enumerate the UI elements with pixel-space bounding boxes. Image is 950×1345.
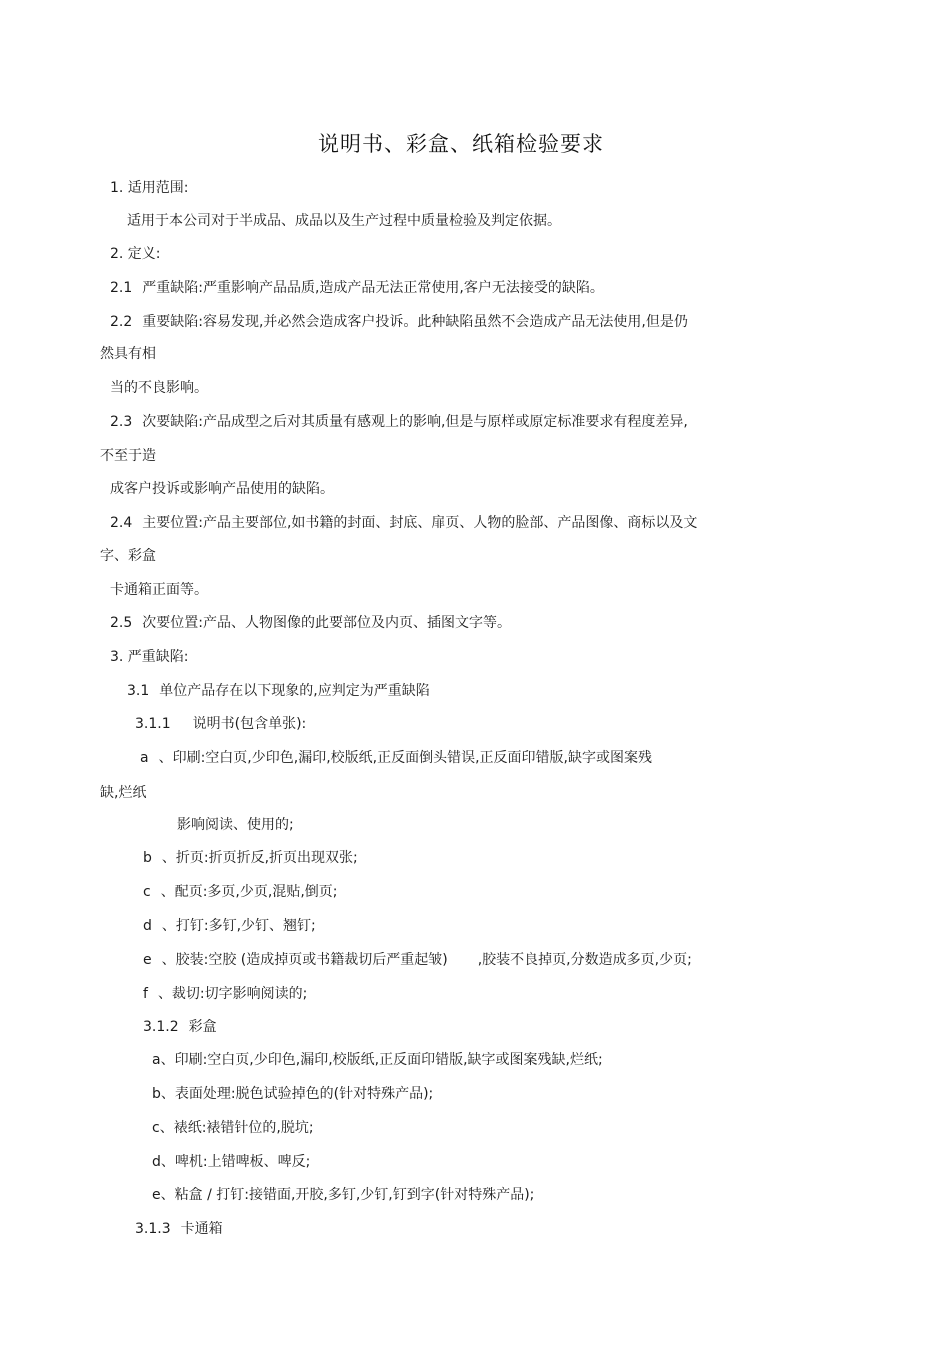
item-text: 、配页:多页,少页,混贴,倒页; bbox=[160, 884, 338, 900]
item-text-continued: ,胶装不良掉页,分数造成多页,少页; bbox=[477, 952, 692, 968]
section-2-3-continued: 不至于造 bbox=[100, 448, 156, 464]
section-2-4-continued: 字、彩盒 bbox=[100, 548, 156, 564]
section-number: 3.1.2 bbox=[143, 1019, 179, 1035]
section-number: 2.2 bbox=[110, 314, 133, 330]
box-item-c: c、裱纸:裱错针位的,脱坑; bbox=[152, 1120, 314, 1136]
section-number: 2.5 bbox=[110, 615, 133, 631]
section-2-3 bbox=[110, 412, 688, 432]
box-item-b: b、表面处理:脱色试验掉色的(针对特殊产品); bbox=[152, 1086, 434, 1102]
item-a-continued: 缺,烂纸 bbox=[100, 785, 147, 801]
section-number: 2.1 bbox=[110, 280, 133, 296]
item-text: 、印刷:空白页,少印色,漏印,校版纸,正反面倒头错误,正反面印错版,缺字或图案残 bbox=[158, 750, 653, 766]
section-2-1 bbox=[110, 278, 604, 298]
box-item-e: e、粘盒 / 打钉:接错面,开胶,多钉,少钉,钉到字(针对特殊产品); bbox=[152, 1187, 535, 1203]
section-2-5 bbox=[110, 613, 511, 633]
section-number: 2.3 bbox=[110, 414, 133, 430]
item-letter: c bbox=[143, 884, 151, 900]
item-a-continued: 影响阅读、使用的; bbox=[177, 817, 294, 833]
item-e bbox=[143, 950, 692, 970]
section-number: 3.1.3 bbox=[135, 1221, 171, 1237]
section-1-body: 适用于本公司对于半成品、成品以及生产过程中质量检验及判定依据。 bbox=[127, 213, 561, 229]
box-item-a: a、印刷:空白页,少印色,漏印,校版纸,正反面印错版,缺字或图案残缺,烂纸; bbox=[152, 1052, 603, 1068]
item-c bbox=[143, 882, 338, 902]
box-item-d: d、啤机:上错啤板、啤反; bbox=[152, 1154, 311, 1170]
section-text: 彩盒 bbox=[188, 1019, 217, 1035]
item-text: 、胶装:空胶 (造成掉页或书籍裁切后严重起皱) bbox=[161, 952, 448, 968]
section-3-heading: 3. 严重缺陷: bbox=[110, 649, 189, 665]
section-text: 次要缺陷:产品成型之后对其质量有感观上的影响,但是与原样或原定标准要求有程度差异, bbox=[142, 414, 688, 430]
section-text: 主要位置:产品主要部位,如书籍的封面、封底、扉页、人物的脸部、产品图像、商标以及文 bbox=[142, 515, 698, 531]
section-text: 次要位置:产品、人物图像的此要部位及内页、插图文字等。 bbox=[142, 615, 511, 631]
item-text: 、打钉:多钉,少钉、翘钉; bbox=[161, 918, 316, 934]
item-letter: b bbox=[143, 850, 152, 866]
item-text: 、裁切:切字影响阅读的; bbox=[157, 986, 308, 1002]
section-3-1-2 bbox=[143, 1017, 217, 1037]
item-b bbox=[143, 848, 358, 868]
item-letter: f bbox=[143, 986, 148, 1002]
item-letter: e bbox=[143, 952, 152, 968]
section-2-4-continued: 卡通箱正面等。 bbox=[110, 582, 208, 598]
item-letter: d bbox=[143, 918, 152, 934]
section-2-2-continued: 然具有相 bbox=[100, 346, 156, 362]
section-2-3-continued: 成客户投诉或影响产品使用的缺陷。 bbox=[110, 481, 334, 497]
section-2-2 bbox=[110, 312, 688, 332]
section-text: 说明书(包含单张): bbox=[192, 716, 307, 732]
section-2-2-continued: 当的不良影响。 bbox=[110, 380, 208, 396]
section-number: 2.4 bbox=[110, 515, 133, 531]
item-a bbox=[140, 748, 652, 768]
section-text: 严重缺陷:严重影响产品品质,造成产品无法正常使用,客户无法接受的缺陷。 bbox=[142, 280, 604, 296]
section-2-heading: 2. 定义: bbox=[110, 246, 161, 262]
item-d bbox=[143, 916, 316, 936]
section-text: 卡通箱 bbox=[180, 1221, 223, 1237]
document-title: 说明书、彩盒、纸箱检验要求 bbox=[318, 132, 604, 156]
item-text: 、折页:折页折反,折页出现双张; bbox=[161, 850, 358, 866]
section-2-4 bbox=[110, 513, 697, 533]
section-1-heading: 1. 适用范围: bbox=[110, 180, 189, 196]
section-3-1 bbox=[127, 681, 430, 701]
section-text: 单位产品存在以下现象的,应判定为严重缺陷 bbox=[159, 683, 430, 699]
section-3-1-1 bbox=[135, 714, 306, 734]
section-number: 3.1.1 bbox=[135, 716, 171, 732]
section-3-1-3 bbox=[135, 1219, 223, 1239]
item-f bbox=[143, 984, 307, 1004]
item-letter: a bbox=[140, 750, 149, 766]
section-text: 重要缺陷:容易发现,并必然会造成客户投诉。此种缺陷虽然不会造成产品无法使用,但是仍 bbox=[142, 314, 688, 330]
section-number: 3.1 bbox=[127, 683, 150, 699]
